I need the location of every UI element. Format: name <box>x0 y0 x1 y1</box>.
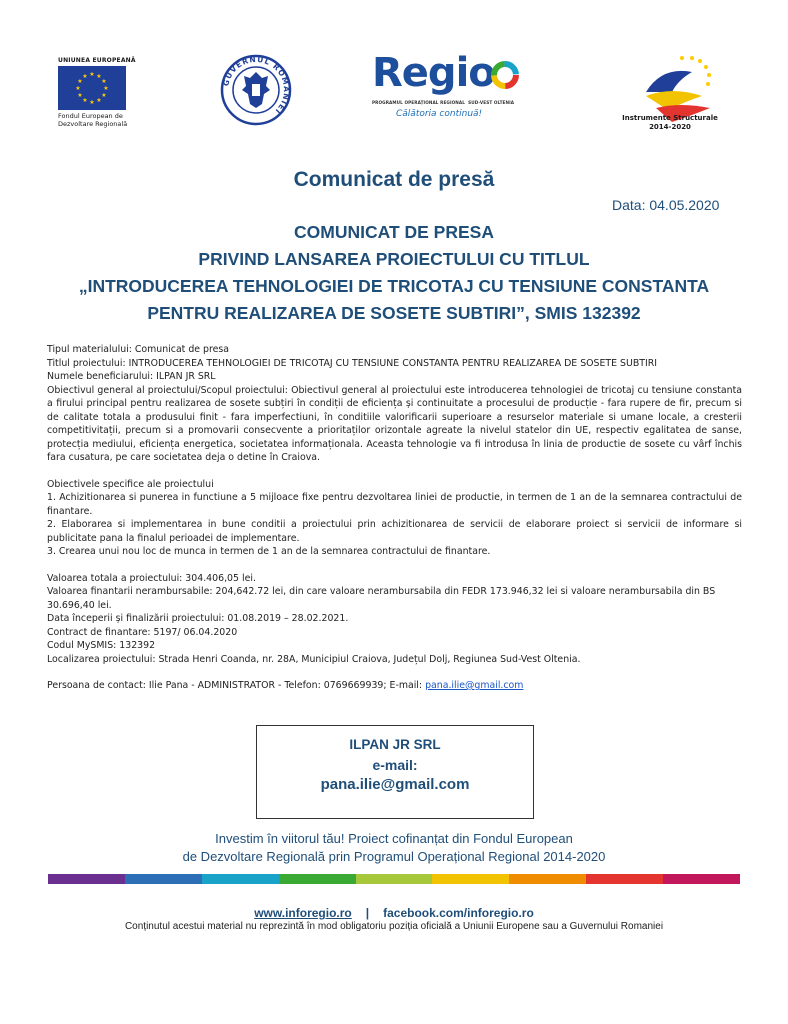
contact-person-text: Persoana de contact: Ilie Pana - ADMINISTRATOR - Telefon: 0769669939; E-mail: <box>47 680 426 691</box>
cofinancing-line1: Investim în viitorul tău! Proiect cofinanțat din Fondul European <box>215 831 573 846</box>
svg-text:★: ★ <box>89 99 95 106</box>
eu-caption-top: UNIUNEA EUROPEANĂ <box>58 57 136 64</box>
color-stripe-segment <box>125 874 202 884</box>
financing-contract: Contract de finantare: 5197/ 06.04.2020 <box>47 626 238 638</box>
color-stripe-segment <box>586 874 663 884</box>
color-stripe-segment <box>432 874 509 884</box>
contact-email-link[interactable]: pana.ilie@gmail.com <box>425 680 524 691</box>
svg-text:★: ★ <box>96 73 102 80</box>
regio-subtitle <box>372 100 514 105</box>
material-type: Tipul materialului: Comunicat de presa <box>47 344 230 355</box>
heading-line: COMUNICAT DE PRESA <box>294 222 494 242</box>
svg-text:★: ★ <box>101 78 107 85</box>
color-stripe-segment <box>356 874 433 884</box>
cofinancing-line2: de Dezvoltare Regională prin Programul Operațional Regional 2014-2020 <box>182 849 606 864</box>
svg-text:★: ★ <box>89 71 95 78</box>
contact-box-email: pana.ilie@gmail.com <box>320 776 470 793</box>
svg-text:★: ★ <box>77 78 83 85</box>
press-release-body <box>47 343 742 693</box>
specific-objective-3: 3. Crearea unui nou loc de munca in termen de 1 an de la semnarea contractului de finantare. <box>47 546 491 557</box>
eu-caption-line1: Fondul European de <box>58 112 123 120</box>
cofinancing-statement <box>0 830 788 866</box>
svg-text:★: ★ <box>96 97 102 104</box>
svg-text:★: ★ <box>82 73 88 80</box>
general-objective: Obiectivul general al proiectului/Scopul proiectului: Obiectivul general al proiectului este introducerea tehnologiei de tricotaj cu tensiune constanta a firului principal pentru realizarea de sosete subțiri în condiții de eficiența și continuitate a procesului de producție - fara rupere de fir, precum si de calitate totala a produsului finit - fara imperfectiuni, în conditiile valorificarii superioare a resurselor materiale si umane locale, a cresterii competitivitații, precum si a promovarii consecvente a prioritaților orizontale agreate la nivelul statelor din UE, respectiv egalitatea de sanse, protecția mediului, eficiența energetica, societatea informaționala. Aceasta tehnologie va fi introdusa în linia de productie de sosete cu vârf închis fara cusatura, pe care societatea deja o detine în Craiova. <box>47 384 742 463</box>
color-stripe-segment <box>663 874 740 884</box>
heading-line: PRIVIND LANSAREA PROIECTULUI CU TITLUL <box>198 249 590 269</box>
press-release-date: Data: 04.05.2020 <box>612 197 720 213</box>
contact-box-company: ILPAN JR SRL <box>349 737 441 752</box>
specific-objective-2: 2. Elaborarea si implementarea in bune conditii a proiectului prin achizitionarea de servicii de elaborare proiect si servicii de informare si publicitate pana la finalul perioadei de implementare. <box>47 519 742 544</box>
beneficiary-name: Numele beneficiarului: ILPAN JR SRL <box>47 371 216 382</box>
svg-text:★: ★ <box>77 92 83 99</box>
specific-objective-1: 1. Achizitionarea si punerea in functiune a 5 mijloace fixe pentru dezvoltarea liniei de productie, in termen de 1 an de la semnarea contractului de finantare. <box>47 492 742 517</box>
total-value: Valoarea totala a proiectului: 304.406,05 lei. <box>47 572 256 584</box>
logo-bar <box>0 52 788 142</box>
eu-caption-line2: Dezvoltare Regională <box>58 120 128 128</box>
heading-line: PENTRU REALIZAREA DE SOSETE SUBTIRI”, SMIS 132392 <box>147 303 641 323</box>
color-stripe-divider <box>48 874 740 884</box>
regio-subtitle-line2: SUD-VEST OLTENIA <box>468 100 515 105</box>
regio-color-ring-icon <box>490 60 520 90</box>
government-seal-icon <box>220 54 292 126</box>
contact-person <box>47 679 742 693</box>
eu-caption-bottom <box>58 112 138 128</box>
svg-text:★: ★ <box>75 85 81 92</box>
svg-text:★: ★ <box>82 97 88 104</box>
link-separator: | <box>365 906 370 920</box>
page-title: Comunicat de presă <box>293 168 495 191</box>
funding-value: Valoarea finantarii nerambursabile: 204,642.72 lei, din care valoare nerambursabila din FEDR 173.946,32 lei si valoare nerambursabila din BS 30.696,40 lei. <box>47 586 716 611</box>
mysmis-code: Codul MySMIS: 132392 <box>47 640 156 651</box>
instrumente-caption <box>615 114 725 132</box>
color-stripe-segment <box>509 874 586 884</box>
footer-links <box>0 906 788 920</box>
regio-subtitle-line1: PROGRAMUL OPERAȚIONAL REGIONAL <box>372 100 465 105</box>
svg-text:★: ★ <box>103 85 109 92</box>
instrumente-caption-line2: 2014-2020 <box>649 123 691 131</box>
instrumente-caption-line1: Instrumente Structurale <box>622 114 718 122</box>
regio-logo <box>372 50 522 126</box>
regio-tagline: Călătoria continuă! <box>396 109 483 119</box>
color-stripe-segment <box>279 874 356 884</box>
contact-box <box>256 725 534 819</box>
eu-logo <box>58 57 138 128</box>
disclaimer: Conținutul acestui material nu reprezintă în mod obligatoriu poziția oficială a Uniunii Europene sau a Guvernului Romaniei <box>124 921 664 932</box>
svg-text:★: ★ <box>101 92 107 99</box>
project-title: Titlul proiectului: INTRODUCEREA TEHNOLOGIEI DE TRICOTAJ CU TENSIUNE CONSTANTA PENTRU REALIZAREA DE SOSETE SUBTIRI <box>47 357 658 369</box>
regio-wordmark: Regio <box>372 50 495 96</box>
specific-objectives-title: Obiectivele specifice ale proiectului <box>47 478 214 490</box>
project-dates: Data începerii și finalizării proiectului: 01.08.2019 – 28.02.2021. <box>47 613 349 624</box>
eu-flag-icon <box>58 66 126 110</box>
government-ring-text: GUVERNUL ROMÂNIEI <box>221 54 292 117</box>
color-stripe-segment <box>48 874 125 884</box>
project-location: Localizarea proiectului: Strada Henri Coanda, nr. 28A, Municipiul Craiova, Județul Dolj, Regiunea Sud-Vest Oltenia. <box>47 653 581 665</box>
contact-box-email-label: e-mail: <box>372 757 418 773</box>
press-release-heading <box>0 219 788 327</box>
heading-line: „INTRODUCEREA TEHNOLOGIEI DE TRICOTAJ CU TENSIUNE CONSTANTA <box>78 276 710 296</box>
facebook-link[interactable]: facebook.com/inforegio.ro <box>383 906 534 920</box>
color-stripe-segment <box>202 874 279 884</box>
inforegio-link[interactable]: www.inforegio.ro <box>254 906 352 920</box>
